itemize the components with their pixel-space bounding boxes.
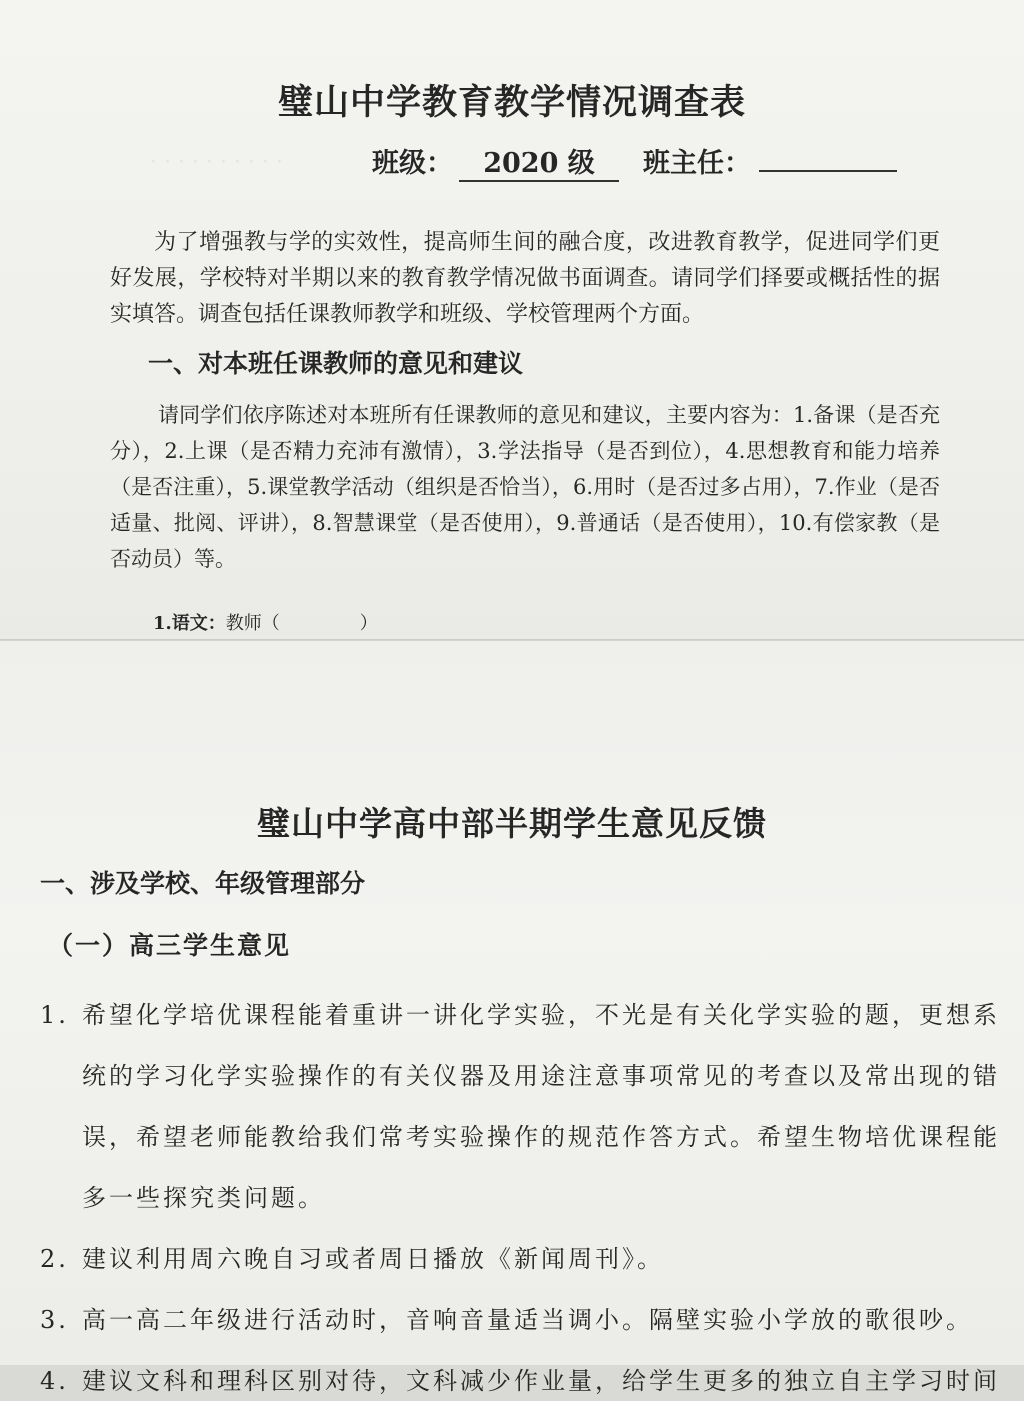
list-item: [40, 1290, 1010, 1351]
list-item-text: 建议文科和理科区别对待，文科减少作业量，给学生更多的独立自主学习时间: [82, 1367, 1000, 1395]
class-label: 班级：: [372, 148, 453, 179]
list-item-text: 建议利用周六晚自习或者周日播放《新闻周刊》。: [82, 1245, 664, 1273]
head-teacher-label: 班主任：: [643, 148, 751, 179]
head-teacher-field: [759, 170, 897, 172]
section-teacher-feedback-instructions: 请同学们依序陈述对本班所有任课教师的意见和建议，主要内容为：1.备课（是否充分），2.上课（是否精力充沛有激情），3.学法指导（是否到位），4.思想教育和能力培养（是否注重），5.课堂教学活动（组织是否恰当），6.用时（是否过多占用），7.作业（是否适量、批阅、评讲），8.智慧课堂（是否使用），9.普通话（是否使用），10.有偿家教（是否动员）等。: [110, 403, 940, 571]
list-item: [40, 1351, 1010, 1401]
feedback-section-title: 一、涉及学校、年级管理部分: [40, 869, 366, 898]
section-teacher-feedback-title: 一、对本班任课教师的意见和建议: [148, 349, 524, 378]
list-item-number: 3.: [40, 1306, 69, 1334]
list-item-text: 希望化学培优课程能着重讲一讲化学实验，不光是有关化学实验的题，更想系统的学习化学实验操作的有关仪器及用途注意事项常见的考查以及常出现的错误，希望老师能教给我们常考实验操作的规范作答方式。希望生物培优课程能多一些探究类问题。: [82, 1001, 1000, 1212]
chinese-teacher-close: ）: [359, 613, 378, 634]
survey-intro-paragraph: 为了增强教与学的实效性，提高师生间的融合度，改进教育教学，促进同学们更好发展，学校特对半期以来的教育教学情况做书面调查。请同学们择要或概括性的据实填答。调查包括任课教师教学和班级、学校管理两个方面。: [110, 230, 940, 327]
list-item: [40, 1229, 1010, 1290]
class-value-field: 2020 级: [459, 141, 619, 182]
chinese-teacher-label: 教师（: [225, 613, 280, 634]
list-item-text: 高一高二年级进行活动时，音响音量适当调小。隔壁实验小学放的歌很吵。: [82, 1306, 973, 1334]
feedback-list: [40, 985, 1010, 1401]
feedback-title: 璧山中学高中部半期学生意见反馈: [257, 804, 767, 843]
survey-title: 璧山中学教育教学情况调查表: [277, 82, 746, 123]
list-item: [40, 985, 1010, 1229]
class-info-line: [372, 141, 897, 182]
list-item-number: 2.: [40, 1245, 69, 1273]
chinese-teacher-line: [153, 609, 378, 635]
list-item-number: 1.: [40, 1001, 69, 1029]
survey-sheet: [0, 0, 1024, 641]
bleed-through-text: · · · · · · · · · ·: [150, 150, 283, 175]
list-item-number: 4.: [40, 1367, 69, 1395]
chinese-subject-label: 1.语文：: [153, 613, 226, 634]
feedback-subsection-title: （一）高三学生意见: [48, 931, 292, 960]
